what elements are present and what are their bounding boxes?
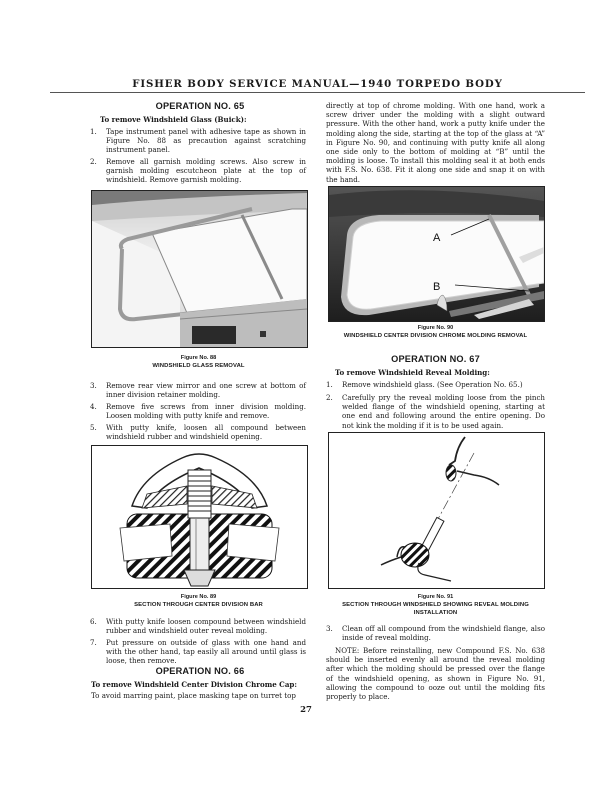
op65-step-1 xyxy=(90,127,306,155)
operation-67-title: OPERATION NO. 67 xyxy=(391,354,480,364)
step-number: 3. xyxy=(90,381,97,390)
figure-89-image xyxy=(91,445,308,589)
step-text: Put pressure on outside of glass with one hand and with the other hand, tap easily all around until glass is loose, then remove. xyxy=(106,638,306,666)
step-text: Carefully pry the reveal molding loose from the pinch welded flange of the windshield opening, starting at one end and following around the entire opening. Do not kink the molding if it is to be used again. xyxy=(342,393,545,430)
op67-step-3 xyxy=(326,624,545,643)
operation-65-title: OPERATION NO. 65 xyxy=(155,101,245,111)
operation-67-note: NOTE: Before reinstalling, new Compound F.S. No. 638 should be inserted evenly all around the reveal molding after which the molding should be pressed over the flange of the windshield opening, as shown in Figure No. 91, allowing the compound to ooze out until the molding fits properly to place. xyxy=(326,646,545,702)
figure-90-image xyxy=(328,186,545,322)
step-text: Clean off all compound from the windshield flange, also inside of reveal molding. xyxy=(342,624,545,643)
page-number: 27 xyxy=(300,705,312,715)
figure-91-label: Figure No. 91 xyxy=(417,594,454,600)
header-rule xyxy=(50,92,585,93)
step-number: 2. xyxy=(326,393,333,402)
step-text: Remove five screws from inner division molding. Loosen molding with putty knife and remove. xyxy=(106,402,306,421)
step-number: 2. xyxy=(90,157,97,166)
figure-91-image xyxy=(328,432,545,589)
callout-a: A xyxy=(433,232,441,244)
op65-step-4 xyxy=(90,402,306,421)
operation-66-text-part1: To avoid marring paint, place masking tape on turret top xyxy=(91,691,296,700)
figure-88-caption: WINDSHIELD GLASS REMOVAL xyxy=(152,363,245,369)
step-text: With putty knife loosen compound between windshield rubber and windshield outer reveal molding. xyxy=(106,617,306,636)
op65-step-2 xyxy=(90,157,306,185)
figure-91-caption: SECTION THROUGH WINDSHIELD SHOWING REVEAL MOLDING INSTALLATION xyxy=(342,602,529,617)
op65-step-3 xyxy=(90,381,306,400)
figure-90-caption: WINDSHIELD CENTER DIVISION CHROME MOLDING REMOVAL xyxy=(343,333,528,339)
reveal-molding-installation-diagram xyxy=(329,433,544,588)
step-text: Remove windshield glass. (See Operation No. 65.) xyxy=(342,380,523,389)
step-number: 5. xyxy=(90,423,97,432)
callout-b: B xyxy=(433,281,441,293)
operation-66-text-part2: directly at top of chrome molding. With one hand, work a screw driver under the molding with a slight outward pressure. With the other hand, work a putty knife under the molding along the side, starting at the top of the glass at “A” in Figure No. 90, and continuing with putty knife all along one side only to the bottom of molding at “B” until the molding is loose. To install this molding seal it at both ends with F.S. No. 638. Fit it along one side and snap it on with the hand. xyxy=(326,101,545,184)
operation-66-subhead: To remove Windshield Center Division Chrome Cap: xyxy=(91,680,298,689)
step-number: 7. xyxy=(90,638,97,647)
step-text: Tape instrument panel with adhesive tape as shown in Figure No. 88 as precaution against scratching instrument panel. xyxy=(106,127,306,155)
figure-88-image xyxy=(91,190,308,348)
operation-66-title: OPERATION NO. 66 xyxy=(155,666,245,676)
figure-90-label: Figure No. 90 xyxy=(417,325,454,331)
operation-67-subhead: To remove Windshield Reveal Molding: xyxy=(335,368,490,377)
step-number: 4. xyxy=(90,402,97,411)
step-number: 6. xyxy=(90,617,97,626)
step-text: Remove rear view mirror and one screw at bottom of inner division retainer molding. xyxy=(106,381,306,400)
op65-step-5 xyxy=(90,423,306,442)
step-text: With putty knife, loosen all compound between windshield rubber and windshield opening. xyxy=(106,423,306,442)
operation-65-subhead: To remove Windshield Glass (Buick): xyxy=(100,115,247,124)
op67-step-2 xyxy=(326,393,545,430)
step-text: Remove all garnish molding screws. Also screw in garnish molding escutcheon plate at the top of windshield. Remove garnish molding. xyxy=(106,157,306,185)
op65-step-7 xyxy=(90,638,306,666)
windshield-exterior-illustration xyxy=(329,187,544,321)
step-number: 1. xyxy=(326,380,333,389)
figure-88-label: Figure No. 88 xyxy=(180,355,217,361)
op65-step-6 xyxy=(90,617,306,636)
center-division-bar-section-diagram xyxy=(92,446,307,588)
page-header-title: FISHER BODY SERVICE MANUAL—1940 TORPEDO BODY xyxy=(132,78,503,90)
step-number: 3. xyxy=(326,624,333,633)
op67-step-1 xyxy=(326,380,545,389)
windshield-interior-illustration xyxy=(92,191,307,347)
step-number: 1. xyxy=(90,127,97,136)
figure-89-caption: SECTION THROUGH CENTER DIVISION BAR xyxy=(134,602,263,608)
figure-89-label: Figure No. 89 xyxy=(180,594,217,600)
